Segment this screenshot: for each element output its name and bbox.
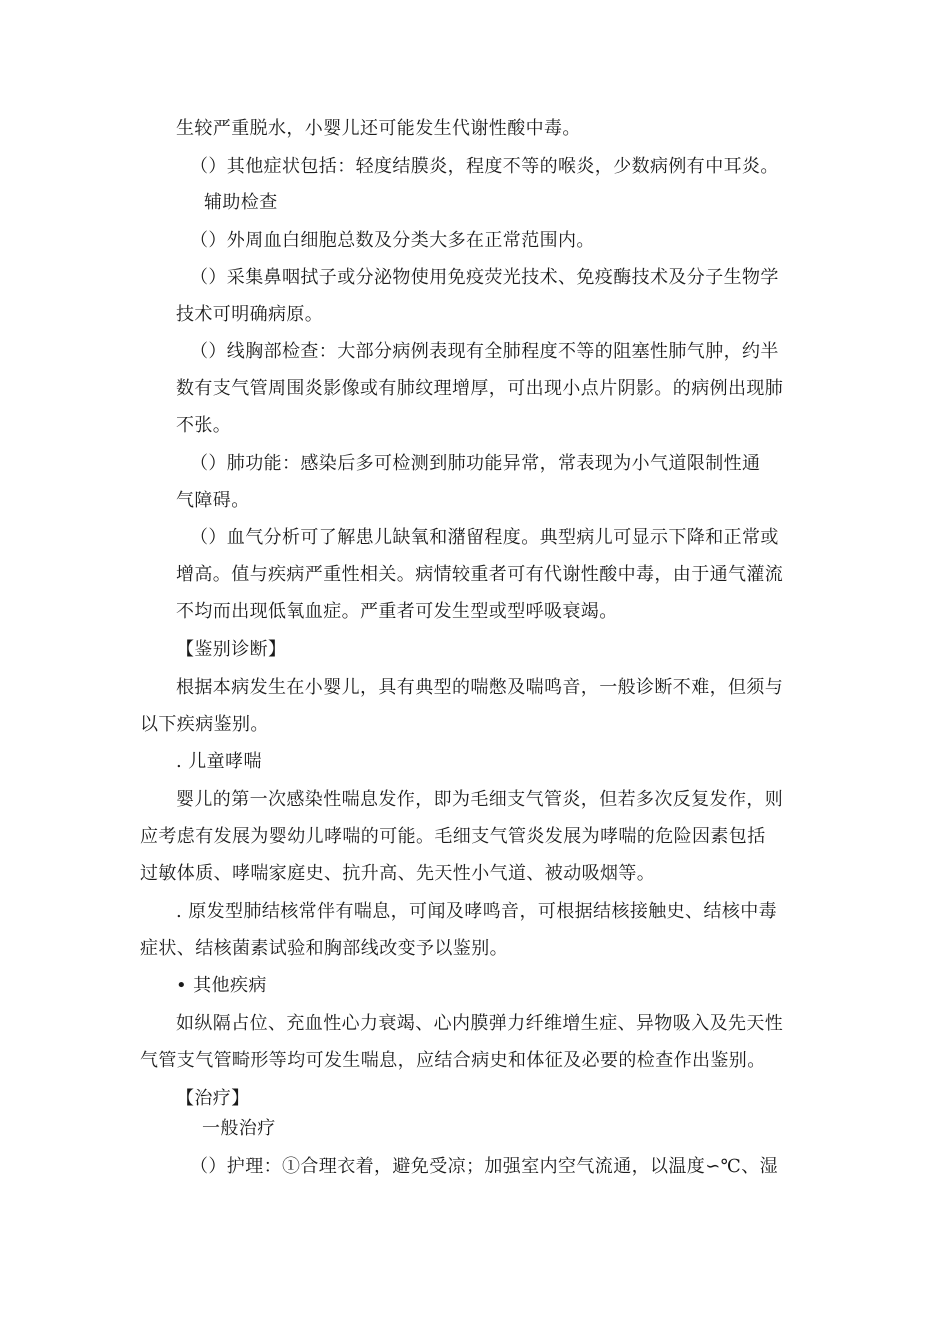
list-item-line: （）护理：①合理衣着，避免受凉；加强室内空气流通，以温度∽℃、湿 bbox=[190, 1156, 779, 1177]
body-text-line: 过敏体质、哮喘家庭史、抗升高、先天性小气道、被动吸烟等。 bbox=[140, 863, 656, 884]
subsection-heading: . 儿童哮喘 bbox=[176, 751, 262, 772]
body-text-line: 根据本病发生在小婴儿，具有典型的喘憋及喘鸣音，一般诊断不难，但须与 bbox=[176, 677, 784, 698]
list-item-line: （）其他症状包括：轻度结膜炎，程度不等的喉炎，少数病例有中耳炎。 bbox=[190, 156, 779, 177]
body-text-line: 如纵隔占位、充血性心力衰竭、心内膜弹力纤维增生症、异物吸入及先天性 bbox=[176, 1013, 784, 1034]
subsection-heading: • 其他疾病 bbox=[176, 975, 267, 996]
list-item-line: （）肺功能：感染后多可检测到肺功能异常，常表现为小气道限制性通 bbox=[190, 453, 761, 474]
body-text-line: 不均而出现低氧血症。严重者可发生型或型呼吸衰竭。 bbox=[176, 601, 618, 622]
body-text-line: 气障碍。 bbox=[176, 490, 250, 511]
section-heading: 【鉴别诊断】 bbox=[176, 639, 287, 660]
body-text-line: 技术可明确病原。 bbox=[176, 304, 324, 325]
body-text-line: 症状、结核菌素试验和胸部线改变予以鉴别。 bbox=[140, 938, 508, 959]
section-heading: 【治疗】 bbox=[176, 1088, 250, 1109]
list-item-line: （）线胸部检查：大部分病例表现有全肺程度不等的阻塞性肺气肿，约半 bbox=[190, 341, 779, 362]
body-text-line: . 原发型肺结核常伴有喘息，可闻及哮鸣音，可根据结核接触史、结核中毒 bbox=[176, 901, 778, 922]
body-text-line: 以下疾病鉴别。 bbox=[140, 714, 269, 735]
body-text-line: 婴儿的第一次感染性喘息发作，即为毛细支气管炎，但若多次反复发作，则 bbox=[176, 789, 784, 810]
list-item-line: （）血气分析可了解患儿缺氧和潴留程度。典型病儿可显示下降和正常或 bbox=[190, 527, 779, 548]
list-item-line: （）采集鼻咽拭子或分泌物使用免疫荧光技术、免疫酶技术及分子生物学 bbox=[190, 267, 779, 288]
body-text-line: 气管支气管畸形等均可发生喘息，应结合病史和体征及必要的检查作出鉴别。 bbox=[140, 1050, 766, 1071]
body-text-line: 不张。 bbox=[176, 415, 232, 436]
section-heading: 辅助检查 bbox=[204, 192, 278, 213]
list-item-line: （）外周血白细胞总数及分类大多在正常范围内。 bbox=[190, 230, 595, 251]
body-text-line: 增高。值与疾病严重性相关。病情较重者可有代谢性酸中毒，由于通气灌流 bbox=[176, 564, 784, 585]
body-text-line: 应考虑有发展为婴幼儿哮喘的可能。毛细支气管炎发展为哮喘的危险因素包括 bbox=[140, 826, 766, 847]
body-text-line: 数有支气管周围炎影像或有肺纹理增厚，可出现小点片阴影。的病例出现肺 bbox=[176, 378, 784, 399]
subsection-heading: 一般治疗 bbox=[202, 1118, 276, 1139]
body-text-line: 生较严重脱水，小婴儿还可能发生代谢性酸中毒。 bbox=[176, 118, 581, 139]
